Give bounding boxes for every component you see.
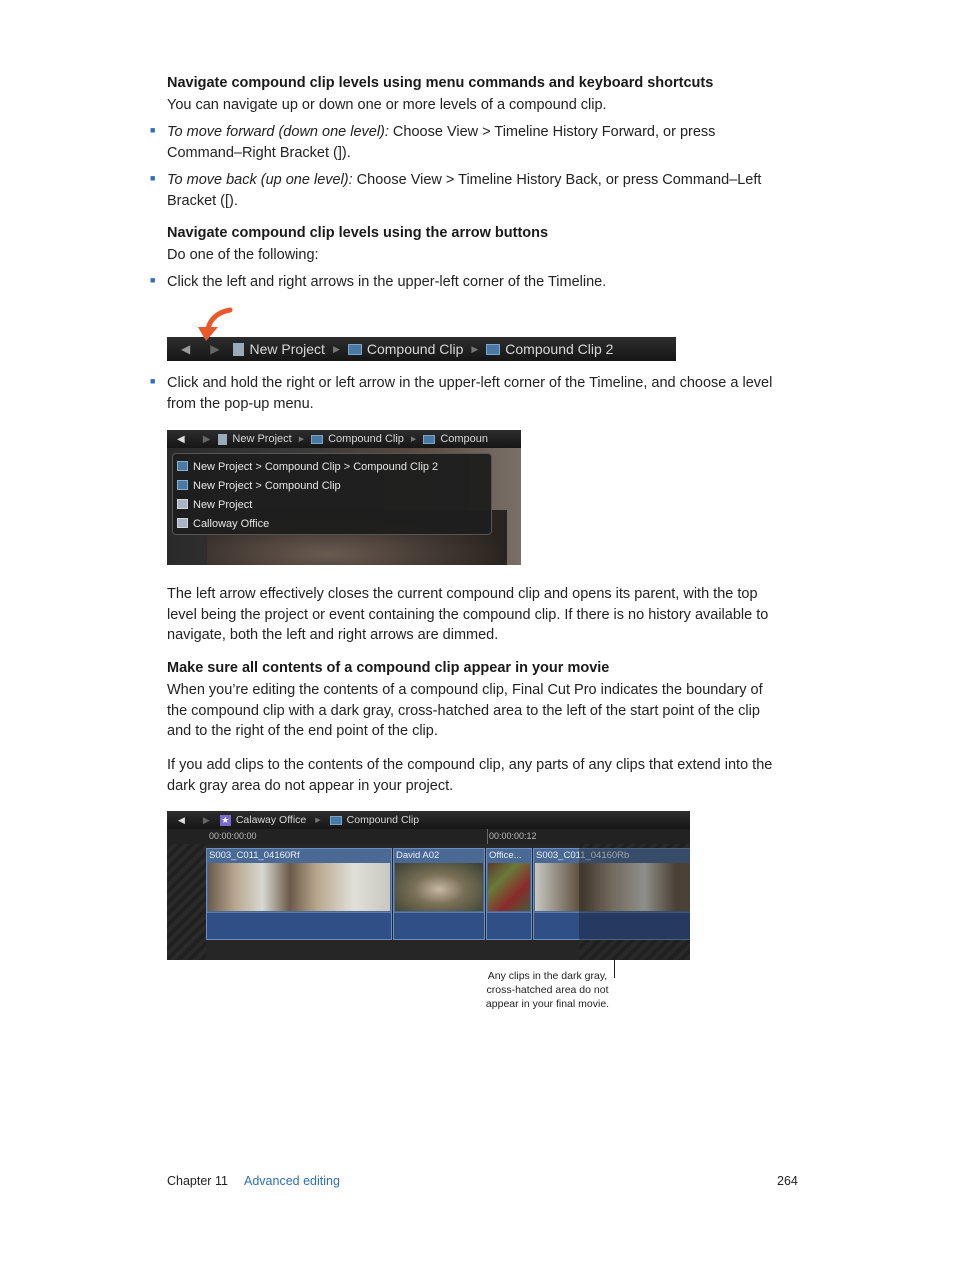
audio-waveform [487, 912, 531, 939]
clip-s003-rf[interactable]: S003_C011_04160Rf [206, 848, 392, 940]
section-heading-arrow-buttons: Navigate compound clip levels using the arrow buttons [167, 225, 549, 241]
crumb-separator-icon: ▶ [471, 343, 479, 354]
crumb-compound-clip-2[interactable]: Compoun [423, 433, 488, 445]
compound-clip-icon [423, 435, 435, 444]
timeline-history-bar-figure [167, 337, 676, 361]
left-arrow-explanation: The left arrow effectively closes the current compound clip and opens its parent, with the top level being the project or event containing the compound clip. If there is no history available to navigate, both the left and right arrows are dimmed. [167, 586, 769, 643]
section-intro: Do one of the following: [167, 247, 319, 263]
compound-clip-icon [177, 461, 188, 471]
compound-clip-icon [486, 344, 500, 355]
crumb-compound-clip[interactable]: Compound Clip [311, 433, 404, 445]
bullet-click-arrows: Click the left and right arrows in the upper-left corner of the Timeline. [167, 274, 607, 290]
crumb-separator-icon: ▶ [315, 817, 321, 824]
menu-item-calloway-office[interactable]: Calloway Office [173, 514, 491, 533]
section-heading-menu-commands: Navigate compound clip levels using menu commands and keyboard shortcuts [167, 75, 714, 91]
history-back-icon[interactable]: ◀ [178, 814, 185, 825]
section-intro: You can navigate up or down one or more levels of a compound clip. [167, 97, 607, 113]
timecode-start: 00:00:00:00 [209, 831, 257, 841]
clip-david-a02[interactable]: David A02 [393, 848, 485, 940]
crumb-event[interactable]: ★ Calaway Office [221, 814, 307, 826]
compound-clip-timeline-figure [167, 811, 690, 960]
bullet-back: To move back (up one level): Choose View > Timeline History Back, or press Command–Left Bracket ([). [167, 172, 762, 209]
crumb-separator-icon: ▶ [298, 436, 305, 443]
bullet-marker: ■ [150, 275, 156, 285]
project-icon [177, 499, 188, 509]
history-popup-menu[interactable] [172, 453, 492, 535]
timeline-history-popup-figure [167, 430, 521, 565]
menu-item-compound-clip-2[interactable]: New Project > Compound Clip > Compound Clip 2 [173, 457, 491, 476]
audio-waveform [394, 912, 484, 939]
clip-thumbnails [488, 863, 530, 911]
audio-waveform [207, 912, 391, 939]
bullet-forward: To move forward (down one level): Choose View > Timeline History Forward, or press Command–Right Bracket (]). [167, 124, 716, 161]
clip-office[interactable]: Office... [486, 848, 532, 940]
crumb-compound-clip-2[interactable]: Compound Clip 2 [486, 341, 613, 357]
history-back-icon[interactable]: ◀ [177, 433, 185, 445]
bullet-marker: ■ [150, 173, 156, 183]
callout-text: Any clips in the dark gray, cross-hatched area do not appear in your final movie. [485, 970, 610, 1010]
excluded-area-overlay [579, 848, 690, 940]
compound-clip-icon [177, 480, 188, 490]
history-forward-icon[interactable]: ▶ [202, 814, 210, 825]
timecode-mid: 00:00:00:12 [489, 831, 537, 841]
footer-chapter: Chapter 11 [167, 1174, 228, 1188]
compound-clip-icon [348, 344, 362, 355]
crumb-compound-clip[interactable]: Compound Clip [348, 341, 464, 357]
pointer-arrow-icon [194, 307, 234, 343]
footer-chapter-link[interactable]: Advanced editing [244, 1174, 340, 1188]
compound-boundary-paragraph: When you’re editing the contents of a compound clip, Final Cut Pro indicates the boundary of the compound clip with a dark gray, cross-hatched area to the left of the start point of the clip and to the right of the end point of the clip. [167, 682, 763, 739]
page-number: 264 [777, 1174, 798, 1188]
event-icon [177, 518, 188, 528]
timeline-ruler [167, 829, 690, 845]
ruler-tick [487, 829, 488, 844]
bullet-click-hold: Click and hold the right or left arrow in the upper-left corner of the Timeline, and choose a level from the pop-up menu. [167, 375, 773, 412]
bullet-marker: ■ [150, 125, 156, 135]
crumb-separator-icon: ▶ [332, 343, 340, 354]
crumb-compound-clip[interactable]: Compound Clip [330, 814, 419, 826]
section-heading-contents-appear: Make sure all contents of a compound clip appear in your movie [167, 660, 610, 676]
clip-s003-rb[interactable]: S003_C011_04160Rb [533, 848, 690, 940]
crumb-separator-icon: ▶ [410, 436, 417, 443]
project-icon [233, 343, 244, 356]
history-back-icon[interactable]: ◀ [181, 342, 191, 356]
dark-gray-area-paragraph: If you add clips to the contents of the compound clip, any parts of any clips that extend into the dark gray area do not appear in your project. [167, 757, 773, 794]
bullet-marker: ■ [150, 376, 156, 386]
menu-item-new-project[interactable]: New Project [173, 495, 491, 514]
star-icon: ★ [221, 814, 230, 825]
clip-thumbnails [208, 863, 390, 911]
clip-thumbnails [395, 863, 483, 911]
compound-clip-icon [330, 816, 342, 825]
history-forward-icon[interactable]: ▶ [210, 342, 220, 356]
compound-clip-icon [311, 435, 323, 444]
crumb-project[interactable]: New Project [233, 341, 324, 357]
history-forward-icon[interactable]: ▶ [202, 433, 211, 445]
crumb-project[interactable]: New Project [218, 433, 291, 445]
left-boundary-hatch [167, 844, 206, 960]
menu-item-compound-clip[interactable]: New Project > Compound Clip [173, 476, 491, 495]
project-icon [218, 434, 227, 445]
